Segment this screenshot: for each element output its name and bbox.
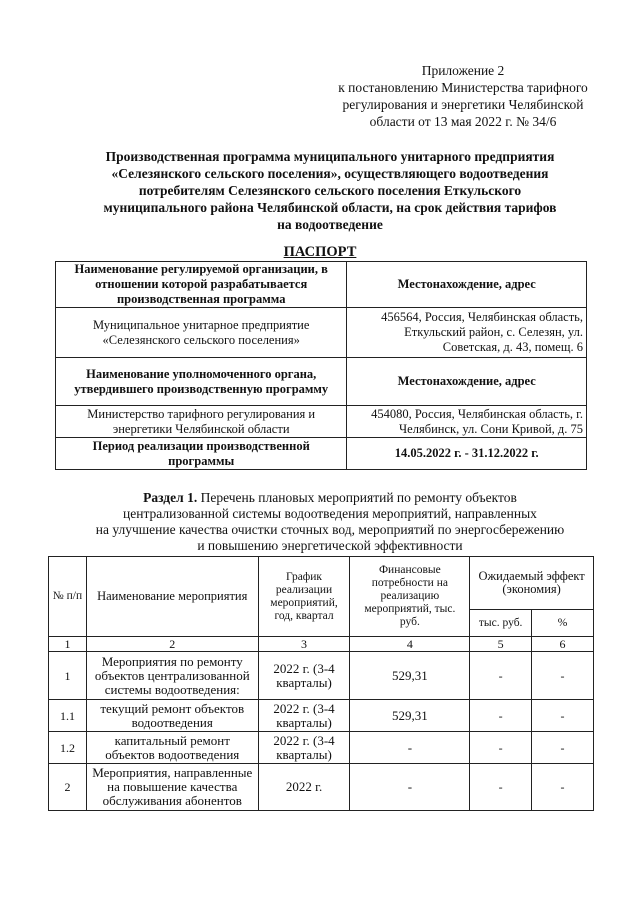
row-effect-pct: - (532, 700, 594, 732)
row-effect-rub: - (470, 700, 532, 732)
appendix-line: к постановлению Министерства тарифного (338, 80, 588, 95)
program-title-line: муниципального района Челябинской области, на срок действия тарифов (103, 200, 557, 215)
authority-header-cell: Наименование уполномоченного органа, утвердившего производственную программу (56, 358, 347, 406)
header-schedule: График реализации мероприятий, год, квартал (258, 557, 350, 637)
row-name: текущий ремонт объектов водоотведения (86, 700, 258, 732)
location-header-cell: Местонахождение, адрес (347, 262, 587, 308)
org-header-cell: Наименование регулируемой организации, в отношении которой разрабатывается производственная программа (56, 262, 347, 308)
row-name: капитальный ремонт объектов водоотведения (86, 732, 258, 764)
row-num: 2 (49, 764, 87, 811)
program-title-line: Производственная программа муниципального унитарного предприятия (105, 149, 555, 164)
appendix-line: области от 13 мая 2022 г. № 34/6 (369, 114, 557, 129)
header-effect-pct: % (532, 610, 594, 637)
header-finance: Финансовые потребности на реализацию мероприятий, тыс. руб. (350, 557, 470, 637)
passport-table (55, 261, 587, 470)
row-num: 1 (49, 652, 87, 700)
program-title-line: «Селезянского сельского поселения», осуществляющего водоотведения (111, 166, 549, 181)
section1-title (60, 490, 600, 554)
program-title-line: потребителям Селезянского сельского поселения Еткульского (138, 183, 522, 198)
section1-title-line: на улучшение качества очистки сточных вод, мероприятий по энергосбережению (95, 522, 565, 537)
row-effect-rub: - (470, 732, 532, 764)
col-number: 3 (258, 637, 350, 652)
header-num: № п/п (49, 557, 87, 637)
table-row (49, 732, 594, 764)
row-num: 1.1 (49, 700, 87, 732)
row-schedule: 2022 г. (3-4 кварталы) (258, 652, 350, 700)
header-effect-rub: тыс. руб. (470, 610, 532, 637)
row-effect-pct: - (532, 732, 594, 764)
col-number: 6 (532, 637, 594, 652)
row-finance: 529,31 (350, 700, 470, 732)
measures-table (48, 556, 594, 811)
row-num: 1.2 (49, 732, 87, 764)
authority-location-header-cell: Местонахождение, адрес (347, 358, 587, 406)
passport-title: ПАСПОРТ (283, 244, 357, 260)
period-label-cell: Период реализации производственной программы (56, 438, 347, 470)
col-number: 1 (49, 637, 87, 652)
header-name: Наименование мероприятия (86, 557, 258, 637)
row-name: Мероприятия по ремонту объектов централизованной системы водоотведения: (86, 652, 258, 700)
row-effect-rub: - (470, 652, 532, 700)
section1-title-line: централизованной системы водоотведения мероприятий, направленных (123, 506, 537, 521)
row-schedule: 2022 г. (3-4 кварталы) (258, 732, 350, 764)
appendix-line: регулирования и энергетики Челябинской (342, 97, 584, 112)
table-row (49, 700, 594, 732)
authority-address-cell: 454080, Россия, Челябинская область, г. Челябинск, ул. Сони Кривой, д. 75 (347, 406, 587, 438)
row-effect-rub: - (470, 764, 532, 811)
section1-title-line (60, 490, 600, 506)
row-effect-pct: - (532, 764, 594, 811)
program-title-line: на водоотведение (277, 217, 383, 232)
table-row (49, 652, 594, 700)
row-name: Мероприятия, направленные на повышение качества обслуживания абонентов (86, 764, 258, 811)
authority-name-cell: Министерство тарифного регулирования и энергетики Челябинской области (56, 406, 347, 438)
org-address-cell: 456564, Россия, Челябинская область, Еткульский район, с. Селезян, ул. Советская, д. 43, помещ. 6 (347, 308, 587, 358)
header-effect: Ожидаемый эффект (экономия) (470, 557, 594, 610)
table-row (49, 764, 594, 811)
row-effect-pct: - (532, 652, 594, 700)
col-number: 4 (350, 637, 470, 652)
org-name-cell: Муниципальное унитарное предприятие «Селезянского сельского поселения» (56, 308, 347, 358)
col-number: 2 (86, 637, 258, 652)
row-finance: - (350, 732, 470, 764)
appendix-header (318, 62, 608, 130)
row-schedule: 2022 г. (258, 764, 350, 811)
program-title (60, 148, 600, 233)
period-value-cell: 14.05.2022 г. - 31.12.2022 г. (347, 438, 587, 470)
row-finance: - (350, 764, 470, 811)
section1-label: Раздел 1. (143, 490, 198, 505)
row-schedule: 2022 г. (3-4 кварталы) (258, 700, 350, 732)
appendix-line: Приложение 2 (421, 63, 505, 78)
row-finance: 529,31 (350, 652, 470, 700)
col-number: 5 (470, 637, 532, 652)
section1-title-line: и повышению энергетической эффективности (197, 538, 463, 553)
section1-text: Перечень плановых мероприятий по ремонту объектов (200, 490, 517, 505)
